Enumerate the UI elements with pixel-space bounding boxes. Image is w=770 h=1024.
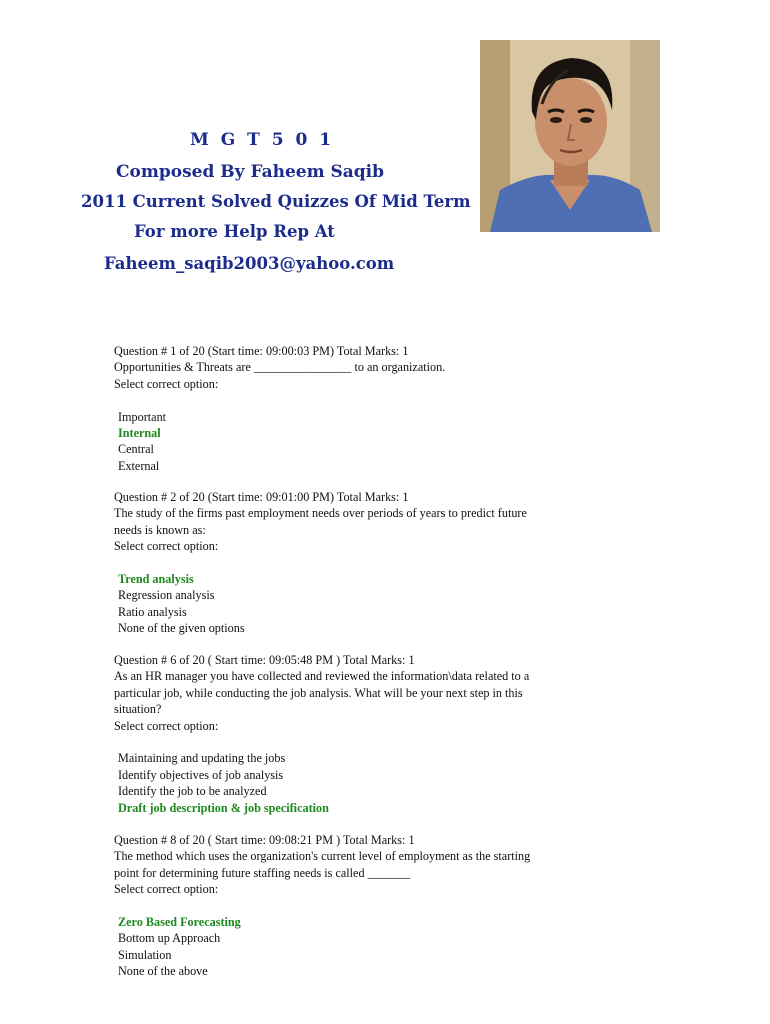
correct-answer-option: Zero Based Forecasting xyxy=(118,915,241,930)
question-text-line: Opportunities & Threats are ________________ to an organization. xyxy=(114,360,446,375)
answer-option: Ratio analysis xyxy=(118,604,187,619)
question-text-line: needs is known as: xyxy=(114,522,206,537)
question-header: Question # 6 of 20 ( Start time: 09:05:48 PM ) Total Marks: 1 xyxy=(114,653,415,667)
option-list xyxy=(114,914,584,980)
course-code: M G T 5 0 1 xyxy=(190,130,335,150)
answer-option: Central xyxy=(118,442,154,457)
answer-option: Identify the job to be analyzed xyxy=(118,784,267,799)
select-prompt: Select correct option: xyxy=(114,539,219,554)
question-text-line: point for determining future staffing needs is called _______ xyxy=(114,865,411,880)
author-portrait-icon xyxy=(480,40,660,232)
question-block xyxy=(114,652,584,816)
author-photo xyxy=(480,40,660,232)
answer-option: Identify objectives of job analysis xyxy=(118,767,284,782)
question-block xyxy=(114,489,584,637)
answer-option: Important xyxy=(118,409,167,424)
answer-option: External xyxy=(118,458,160,473)
question-block xyxy=(114,832,584,980)
question-text-line: particular job, while conducting the job analysis. What will be your next step in this xyxy=(114,685,523,700)
question-text-line: The method which uses the organization's current level of employment as the starting xyxy=(114,849,531,864)
option-list xyxy=(114,750,584,816)
answer-option: None of the above xyxy=(118,964,208,979)
correct-answer-option: Trend analysis xyxy=(118,572,194,587)
help-line: For more Help Rep At xyxy=(134,222,335,241)
question-text-line: As an HR manager you have collected and reviewed the information\data related to a xyxy=(114,669,530,684)
question-text-line: The study of the firms past employment needs over periods of years to predict future xyxy=(114,506,527,521)
select-prompt: Select correct option: xyxy=(114,718,219,733)
select-prompt: Select correct option: xyxy=(114,376,219,391)
author-line: Composed By Faheem Saqib xyxy=(116,162,385,182)
answer-option: Regression analysis xyxy=(118,588,215,603)
subject-line: 2011 Current Solved Quizzes Of Mid Term xyxy=(81,192,471,211)
question-header: Question # 8 of 20 ( Start time: 09:08:21 PM ) Total Marks: 1 xyxy=(114,833,415,847)
answer-option: Maintaining and updating the jobs xyxy=(118,751,286,766)
correct-answer-option: Draft job description & job specification xyxy=(118,800,329,815)
question-text-line: situation? xyxy=(114,702,162,717)
question-header: Question # 1 of 20 (Start time: 09:00:03 PM) Total Marks: 1 xyxy=(114,344,409,358)
answer-option: Simulation xyxy=(118,947,172,962)
question-block xyxy=(114,343,584,474)
question-header: Question # 2 of 20 (Start time: 09:01:00 PM) Total Marks: 1 xyxy=(114,490,409,504)
option-list xyxy=(114,571,584,637)
select-prompt: Select correct option: xyxy=(114,882,219,897)
contact-email: Faheem_saqib2003@yahoo.com xyxy=(104,254,395,273)
answer-option: None of the given options xyxy=(118,621,245,636)
option-list xyxy=(114,409,584,475)
correct-answer-option: Internal xyxy=(118,426,161,441)
answer-option: Bottom up Approach xyxy=(118,931,221,946)
